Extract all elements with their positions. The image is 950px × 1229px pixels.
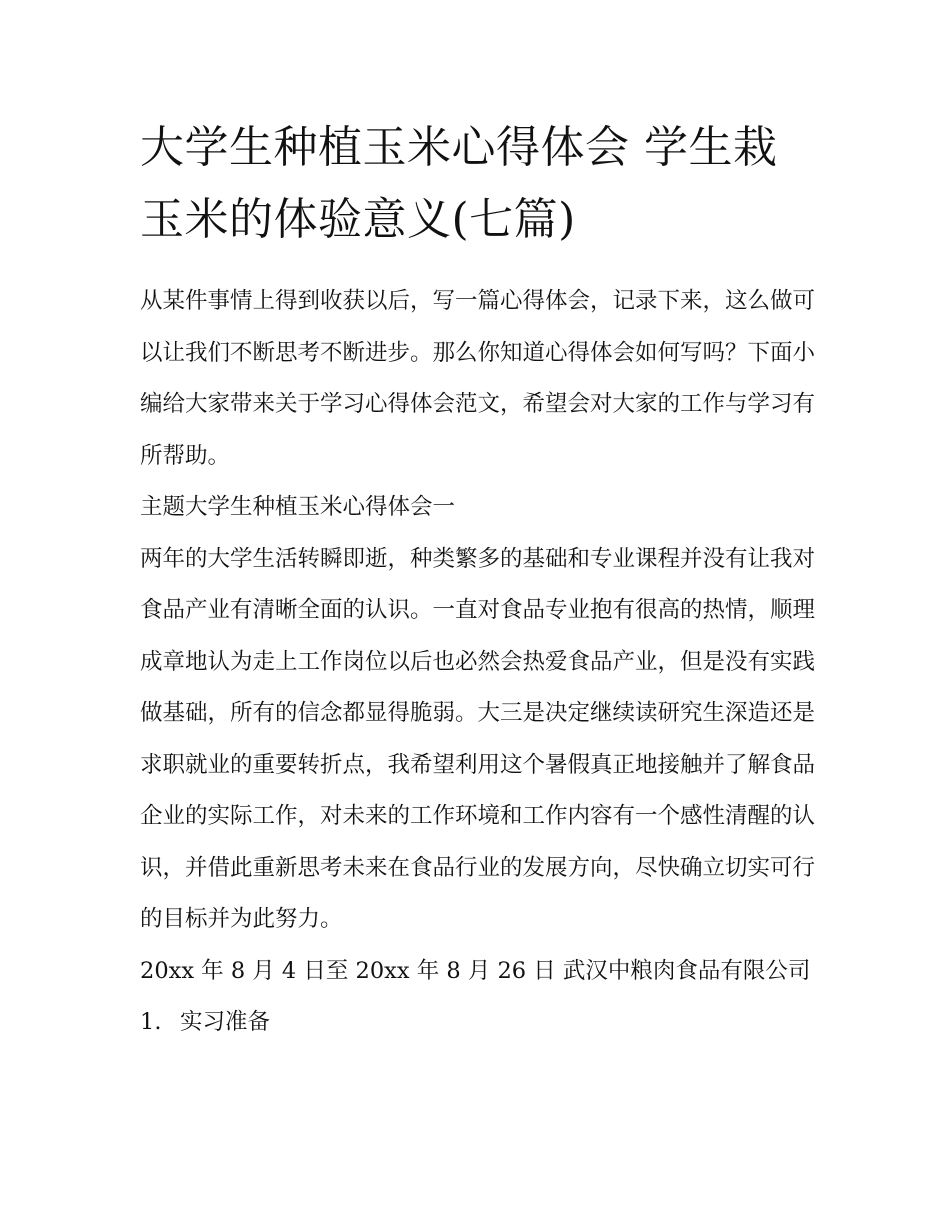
document-page [140, 112, 815, 1049]
list-item-text: 实习准备 [180, 1009, 271, 1035]
list-item [140, 997, 815, 1049]
section-heading: 主题大学生种植玉米心得体会一 [140, 494, 456, 520]
list-item-number: 1. [140, 1009, 162, 1035]
intro-paragraph: 从某件事情上得到收获以后，写一篇心得体会，记录下来，这么做可以让我们不断思考不断进步。那么你知道心得体会如何写吗？下面小编给大家带来关于学习心得体会范文，希望会对大家的工作与学习有所帮助。 [140, 288, 816, 469]
document-title: 大学生种植玉米心得体会 学生栽玉米的体验意义(七篇) [140, 122, 778, 245]
date-line: 20xx 年 8 月 4 日至 20xx 年 8 月 26 日 武汉中粮肉食品有限公司 [140, 957, 811, 984]
body-paragraph: 两年的大学生活转瞬即逝，种类繁多的基础和专业课程并没有让我对食品产业有清晰全面的认识。一直对食品专业抱有很高的热情，顺理成章地认为走上工作岗位以后也必然会热爱食品产业，但是没有实践做基础，所有的信念都显得脆弱。大三是决定继续读研究生深造还是求职就业的重要转折点，我希望利用这个暑假真正地接触并了解食品企业的实际工作，对未来的工作环境和工作内容有一个感性清醒的认识，并借此重新思考未来在食品行业的发展方向，尽快确立切实可行的目标并为此努力。 [140, 545, 816, 932]
